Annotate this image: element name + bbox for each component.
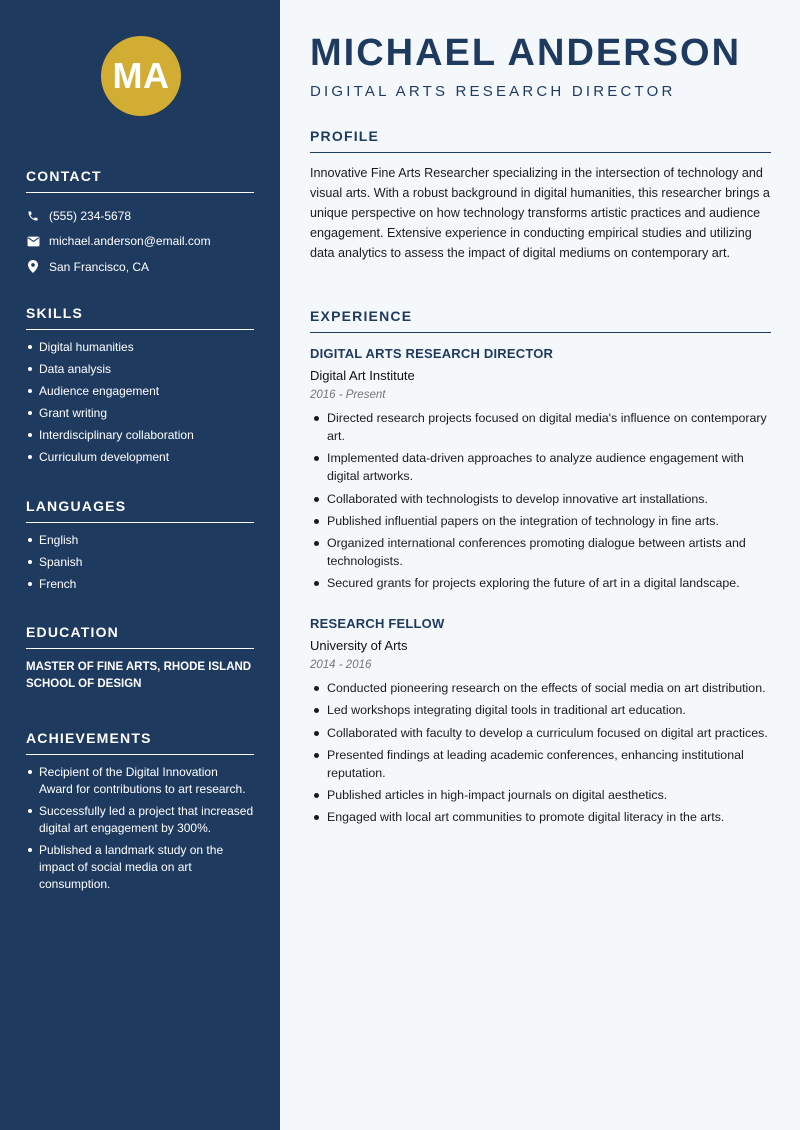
contact-heading: CONTACT	[26, 168, 254, 193]
contact-section	[26, 168, 254, 280]
language-item: French	[26, 576, 254, 593]
job-entry	[310, 616, 771, 831]
language-item: Spanish	[26, 554, 254, 571]
job-dates: 2016 - Present	[310, 389, 386, 401]
contact-email	[26, 229, 254, 255]
job-bullet: Organized international conferences promoting dialogue between artists and technologists.	[310, 534, 771, 570]
location-pin-icon	[26, 260, 40, 274]
candidate-name: MICHAEL ANDERSON	[310, 32, 742, 74]
job-bullet: Collaborated with faculty to develop a curriculum focused on digital art practices.	[310, 724, 771, 742]
job-dates: 2014 - 2016	[310, 659, 372, 671]
skills-heading: SKILLS	[26, 305, 254, 330]
skill-item: Interdisciplinary collaboration	[26, 427, 254, 444]
job-bullet: Secured grants for projects exploring the future of art in a digital landscape.	[310, 574, 771, 592]
profile-heading: PROFILE	[310, 128, 771, 153]
skills-section	[26, 305, 254, 471]
languages-list	[26, 532, 254, 593]
education-degree: MASTER OF FINE ARTS, RHODE ISLAND SCHOOL OF DESIGN	[26, 661, 252, 690]
contact-location-text: San Francisco, CA	[49, 259, 150, 274]
languages-heading: LANGUAGES	[26, 498, 254, 523]
job-company: Digital Art Institute	[310, 368, 415, 383]
experience-section	[310, 308, 771, 333]
email-icon	[26, 234, 40, 248]
contact-phone-text: (555) 234-5678	[49, 208, 132, 223]
job-bullet: Led workshops integrating digital tools in traditional art education.	[310, 701, 771, 719]
languages-section	[26, 498, 254, 598]
job-entry	[310, 346, 771, 597]
job-bullets	[310, 679, 771, 826]
education-heading: EDUCATION	[26, 624, 254, 649]
achievements-list	[26, 764, 254, 893]
job-title: RESEARCH FELLOW	[310, 616, 445, 631]
contact-phone	[26, 203, 254, 229]
skill-item: Audience engagement	[26, 383, 254, 400]
job-bullet: Collaborated with technologists to develop innovative art installations.	[310, 490, 771, 508]
job-bullet: Implemented data-driven approaches to analyze audience engagement with digital artworks.	[310, 449, 771, 485]
contact-location	[26, 254, 254, 280]
skill-item: Data analysis	[26, 361, 254, 378]
education-section	[26, 624, 254, 693]
achievements-section	[26, 730, 254, 898]
contact-list	[26, 203, 254, 280]
sidebar	[0, 0, 280, 1130]
job-title: DIGITAL ARTS RESEARCH DIRECTOR	[310, 346, 554, 361]
phone-icon	[26, 209, 40, 223]
job-bullets	[310, 409, 771, 592]
skill-item: Curriculum development	[26, 449, 254, 466]
job-bullet: Presented findings at leading academic conferences, enhancing institutional reputation.	[310, 746, 771, 782]
candidate-title: DIGITAL ARTS RESEARCH DIRECTOR	[310, 83, 676, 100]
experience-heading: EXPERIENCE	[310, 308, 771, 333]
profile-section	[310, 128, 771, 263]
job-bullet: Directed research projects focused on digital media's influence on contemporary art.	[310, 409, 771, 445]
skill-item: Digital humanities	[26, 339, 254, 356]
achievement-item: Recipient of the Digital Innovation Award for contributions to art research.	[26, 764, 254, 798]
job-bullet: Published articles in high-impact journals on digital aesthetics.	[310, 786, 771, 804]
profile-text: Innovative Fine Arts Researcher specializing in the intersection of technology and visual arts. With a robust background in digital humanities, this researcher brings a unique perspective on how technology transforms artistic practices and audience engagement. Extensive experience in conducting empirical studies and utilizing data analytics to assess the impact of digital mediums on contemporary art.	[310, 166, 770, 260]
achievement-item: Successfully led a project that increased digital art engagement by 300%.	[26, 803, 254, 837]
avatar: MA	[101, 36, 181, 116]
job-bullet: Conducted pioneering research on the effects of social media on art distribution.	[310, 679, 771, 697]
job-company: University of Arts	[310, 638, 408, 653]
language-item: English	[26, 532, 254, 549]
skills-list	[26, 339, 254, 466]
achievements-heading: ACHIEVEMENTS	[26, 730, 254, 755]
skill-item: Grant writing	[26, 405, 254, 422]
job-bullet: Engaged with local art communities to promote digital literacy in the arts.	[310, 808, 771, 826]
achievement-item: Published a landmark study on the impact of social media on art consumption.	[26, 842, 254, 893]
job-bullet: Published influential papers on the integration of technology in fine arts.	[310, 512, 771, 530]
contact-email-text: michael.anderson@email.com	[49, 234, 211, 249]
